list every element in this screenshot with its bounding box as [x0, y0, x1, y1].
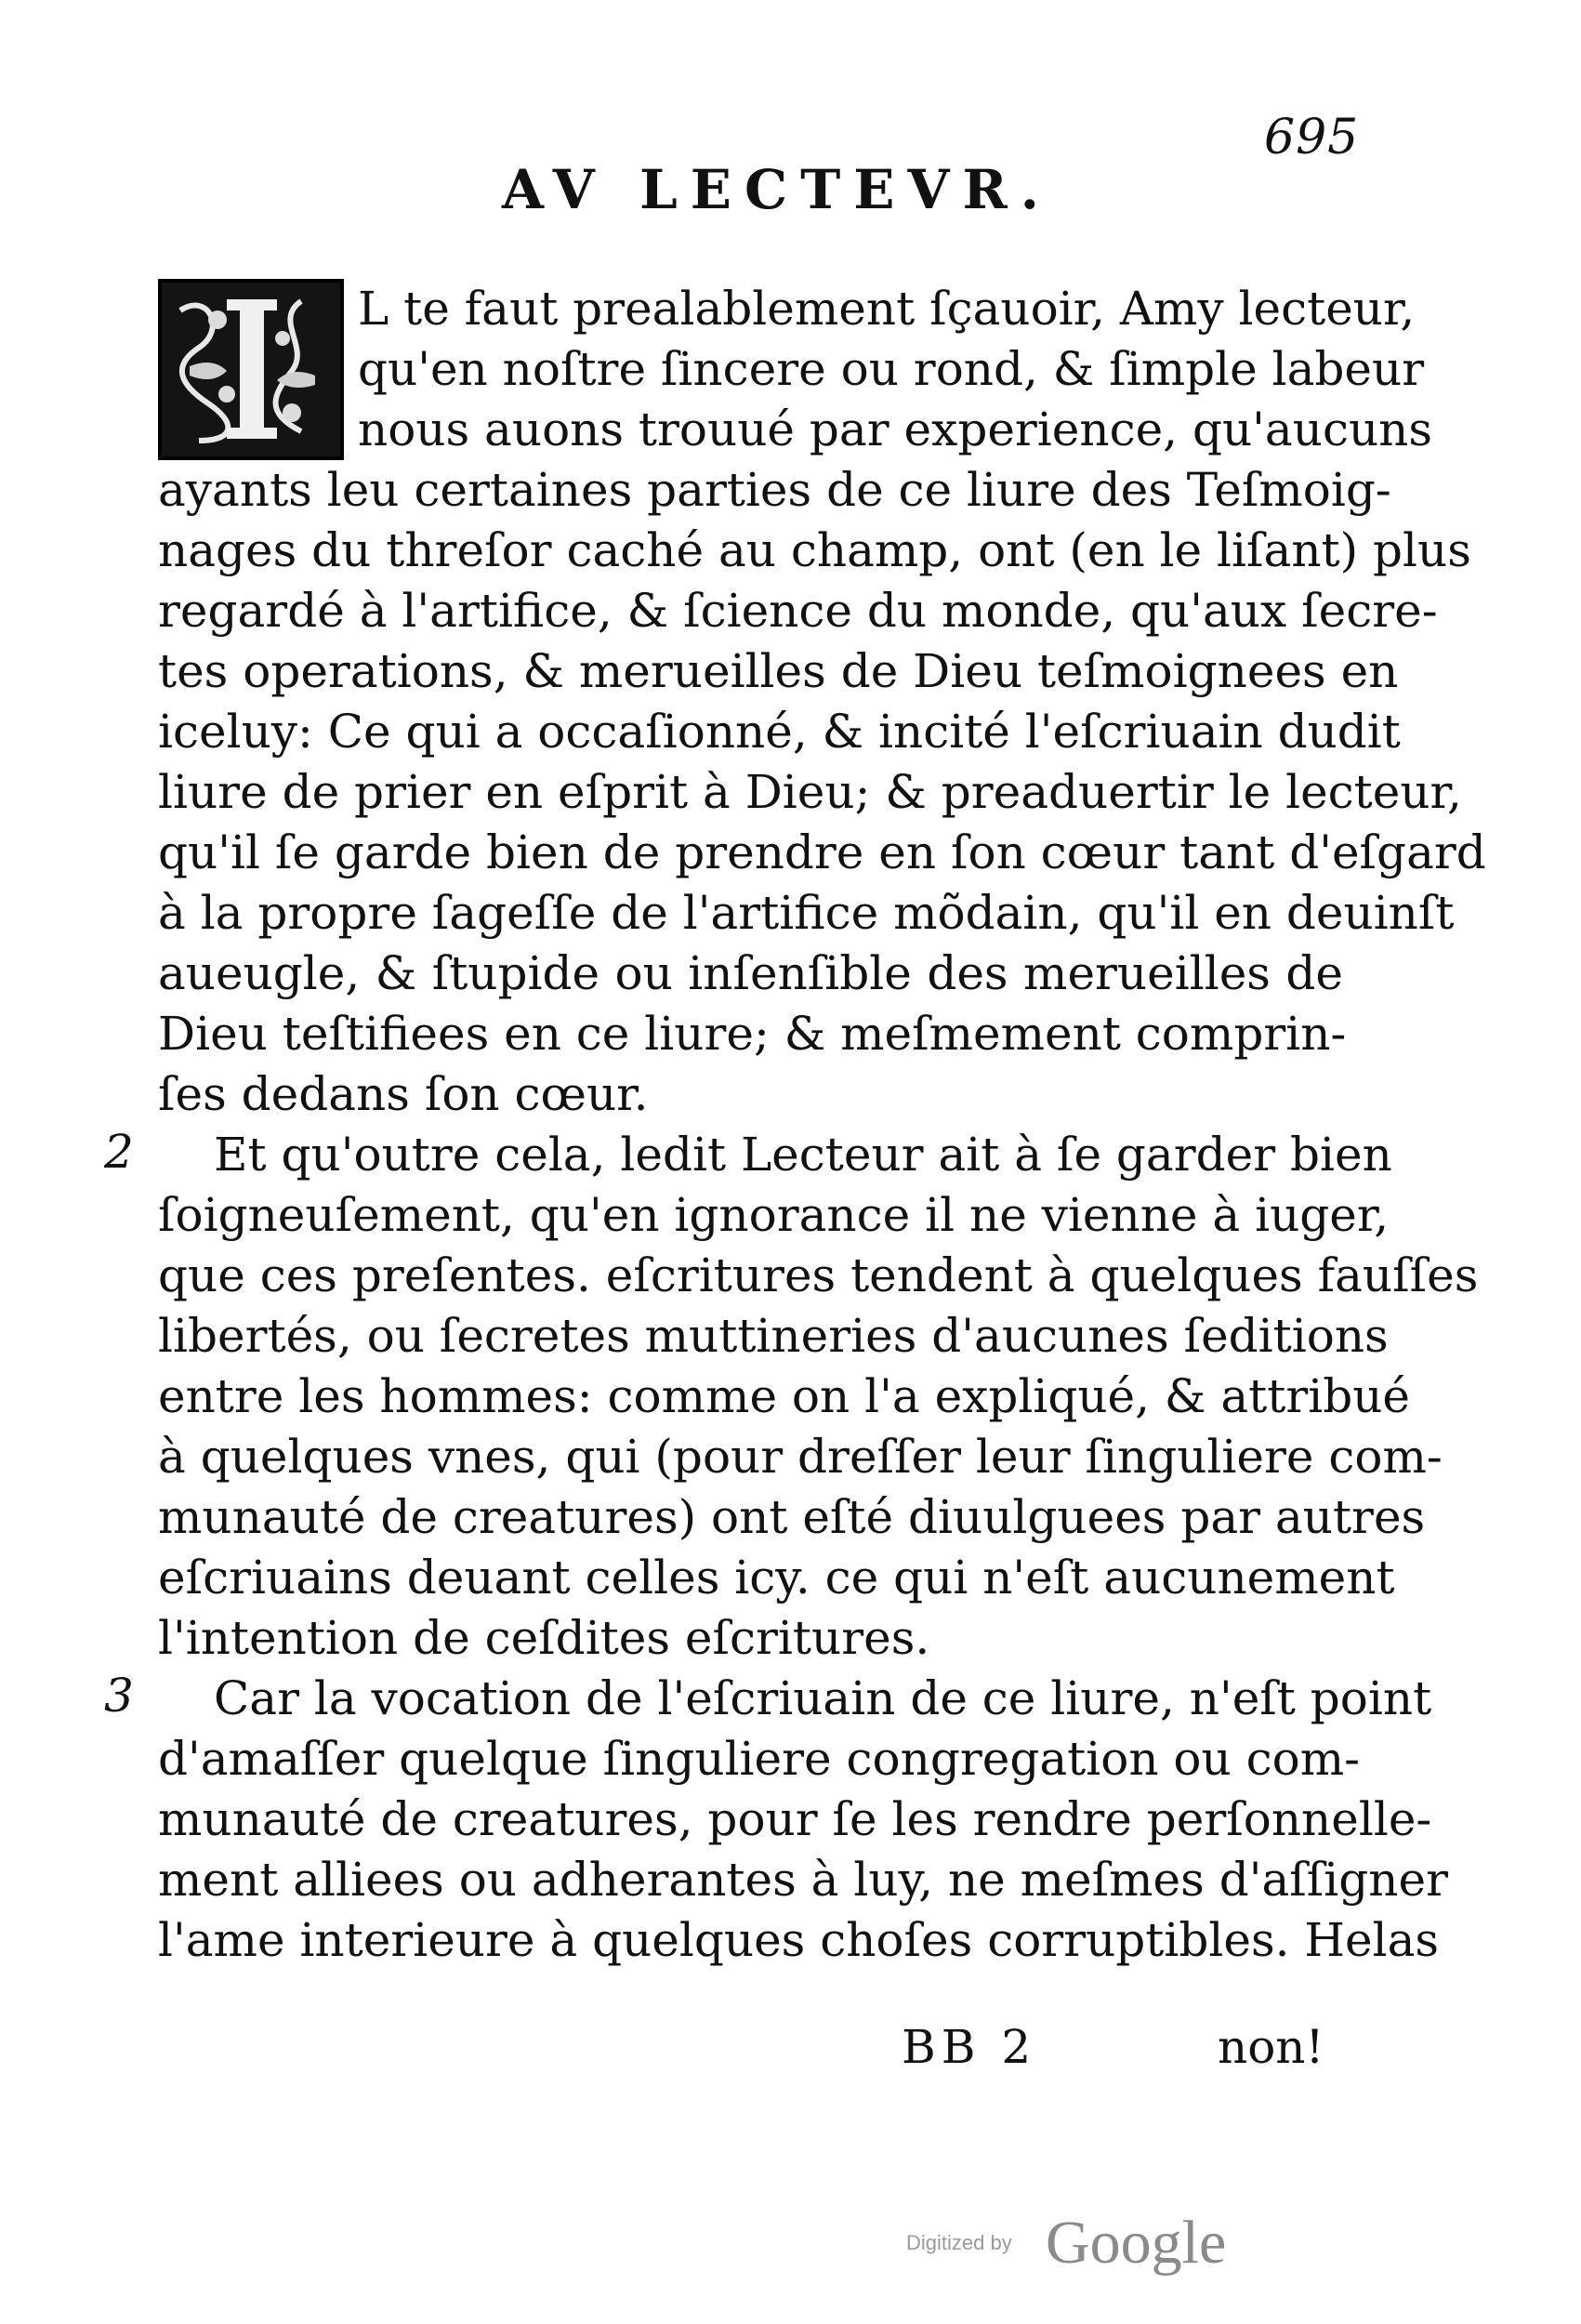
text-line: nages du threſor caché au champ, ont (en le liſant) plus [158, 523, 1471, 577]
digitized-label: Digitized by [906, 2231, 1012, 2254]
text-line: entre les hommes: comme on l'a expliqué, & attribué [158, 1369, 1411, 1423]
text-line: munauté de creatures, pour ſe les rendre perſonnelle- [158, 1792, 1432, 1846]
text-line: qu'il ſe garde bien de prendre en ſon cœur tant d'eſgard [158, 825, 1486, 879]
google-watermark: Google [1046, 2209, 1227, 2277]
text-line: l'ame interieure à quelques choſes corruptibles. Helas [158, 1913, 1440, 1967]
text-line: regardé à l'artifice, & ſcience du monde, qu'aux ſecre- [158, 584, 1438, 638]
text-line: ſes dedans ſon cœur. [158, 1067, 649, 1121]
signature-mark: BB 2 [902, 2020, 1037, 2074]
catchword: non! [1218, 2020, 1324, 2074]
paragraph-number: 3 [104, 1669, 134, 1723]
text-line: ment alliees ou adherantes à luy, ne meſmes d'aſſigner [158, 1853, 1448, 1907]
text-line: à quelques vnes, qui (pour dreſſer leur ſinguliere com- [158, 1430, 1443, 1484]
text-line: iceluy: Ce qui a occaſionné, & incité l'eſcriuain dudit [158, 705, 1401, 759]
text-line: Dieu teſtifiees en ce liure; & meſmement comprin- [158, 1007, 1347, 1061]
text-line: libertés, ou ſecretes muttineries d'aucunes ſeditions [158, 1309, 1389, 1363]
text-line: ſoigneuſement, qu'en ignorance il ne vienne à iuger, [158, 1188, 1390, 1242]
page-footer [0, 2020, 1581, 2085]
text-line: liure de prier en eſprit à Dieu; & preaduertir le lecteur, [158, 765, 1462, 819]
page-number: 695 [1264, 110, 1360, 165]
text-line: tes operations, & merueilles de Dieu teſmoignees en [158, 644, 1399, 698]
text-line: nous auons trouué par experience, qu'aucuns [358, 403, 1433, 456]
running-head: AV LECTEVR. [502, 158, 1052, 221]
text-line: eſcriuains deuant celles icy. ce qui n'eſt aucunement [158, 1551, 1395, 1604]
paragraph-number: 2 [104, 1125, 134, 1179]
text-line: Et qu'outre cela, ledit Lecteur ait à ſe garder bien [214, 1128, 1392, 1182]
text-line: L te faut prealablement ſçauoir, Amy lecteur, [358, 282, 1416, 336]
text-line: à la propre ſageſſe de l'artifice mõdain, qu'il en deuinſt [158, 886, 1455, 940]
text-line: aueugle, & ſtupide ou inſenſible des merueilles de [158, 946, 1343, 1000]
text-line: d'amaſſer quelque ſinguliere congregation ou com- [158, 1732, 1361, 1786]
text-line: l'intention de ceſdites eſcritures. [158, 1611, 930, 1665]
text-line: qu'en noſtre ſincere ou rond, & ſimple labeur [358, 342, 1425, 396]
text-line: que ces preſentes. eſcritures tendent à quelques fauſſes [158, 1248, 1479, 1302]
text-line: Car la vocation de l'eſcriuain de ce liure, n'eſt point [214, 1671, 1432, 1725]
text-line: munauté de creatures) ont eſté diuulguees par autres [158, 1490, 1426, 1544]
text-line: ayants leu certaines parties de ce liure des Teſmoig- [158, 463, 1391, 517]
body-text [158, 279, 1486, 1971]
